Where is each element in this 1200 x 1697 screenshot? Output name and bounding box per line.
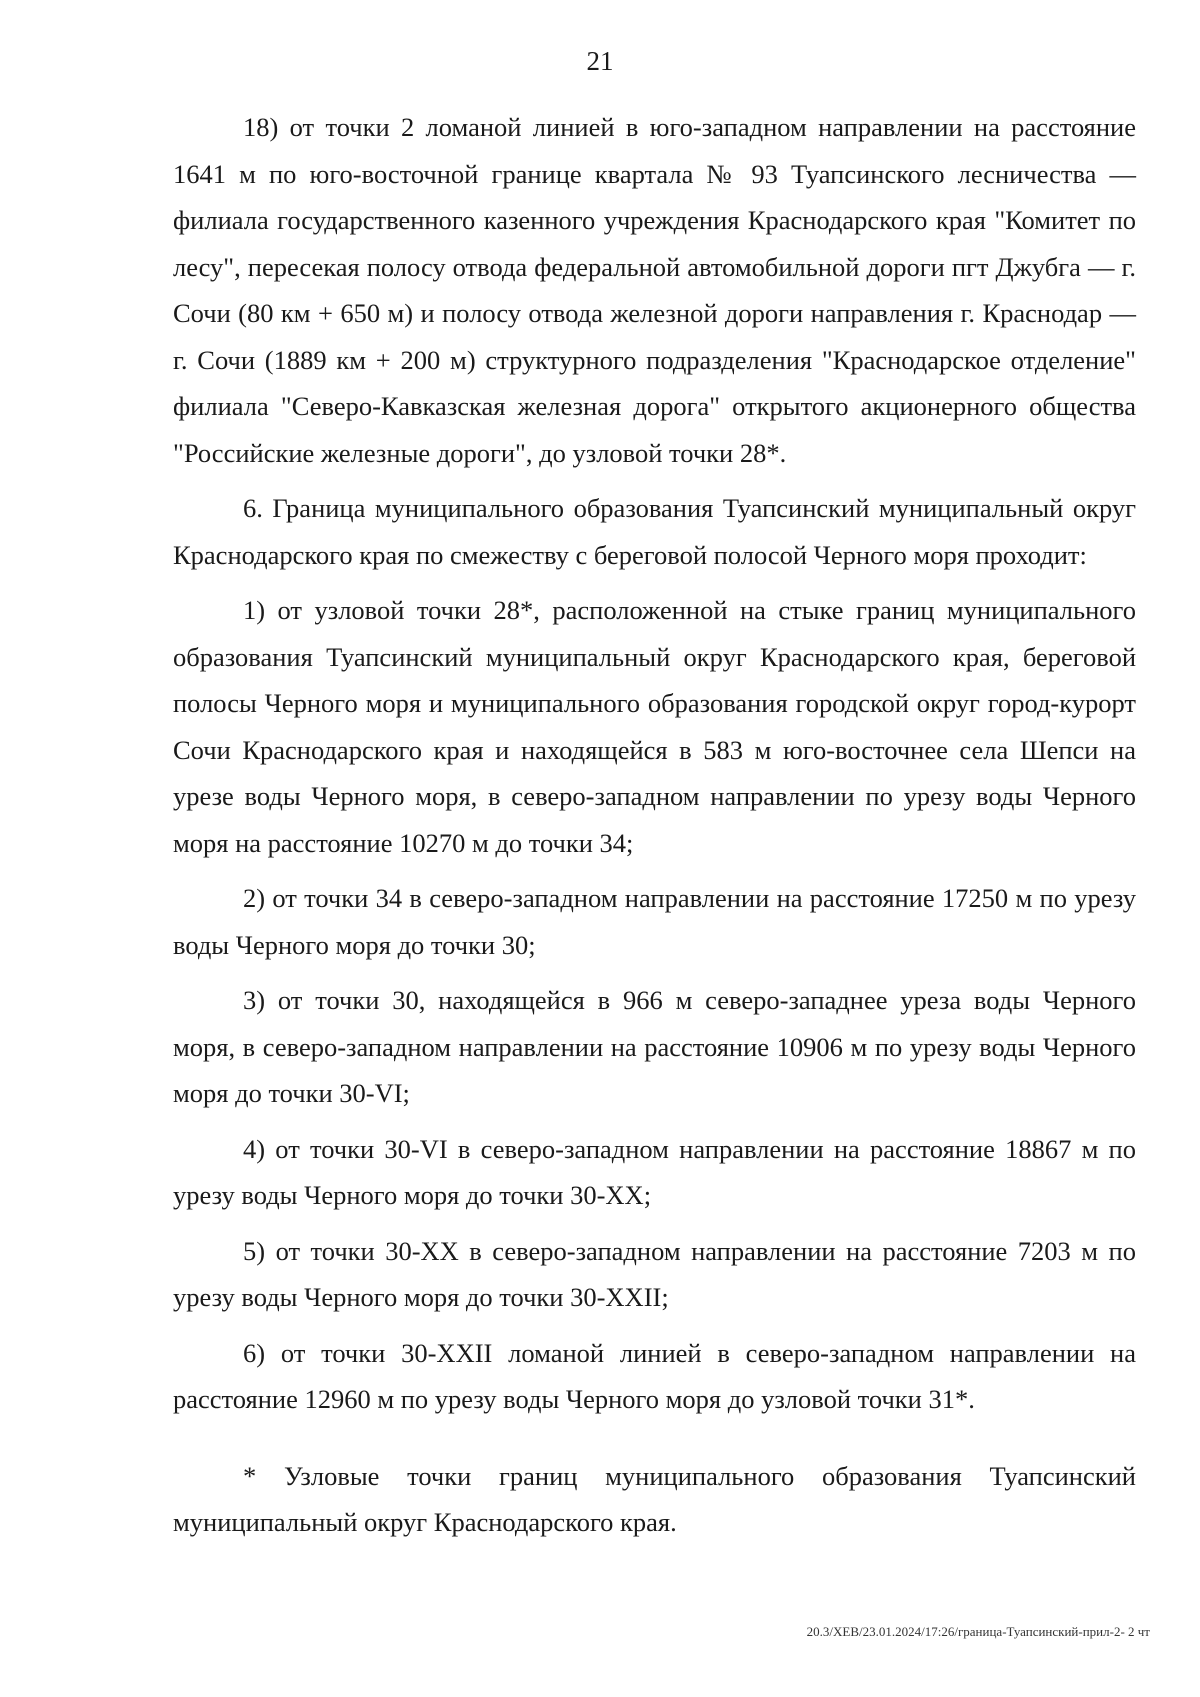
page-number: 21 bbox=[586, 46, 614, 76]
footer-stamp: 20.3/XEB/23.01.2024/17:26/граница-Туапсинский-прил-2- 2 чт bbox=[806, 1624, 1150, 1639]
paragraph-section-6: 6. Граница муниципального образования Туапсинский муниципальный округ Краснодарского края по смежеству с береговой полосой Черного моря проходит: bbox=[173, 493, 1136, 570]
document-body bbox=[173, 104, 1136, 1555]
paragraph-item-18: 18) от точки 2 ломаной линией в юго-западном направлении на расстояние 1641 м по юго-восточной границе квартала № 93 Туапсинского лесничества — филиала государственного казенного учреждения Краснодарского края "Комитет по лесу", пересекая полосу отвода федеральной автомобильной дороги пгт Джубга — г. Сочи (80 км + 650 м) и полосу отвода железной дороги направления г. Краснодар — г. Сочи (1889 км + 200 м) структурного подразделения "Краснодарское отделение" филиала "Северо-Кавказская железная дорога" открытого акционерного общества "Российские железные дороги", до узловой точки 28*. bbox=[173, 112, 1136, 468]
paragraph-item-3: 3) от точки 30, находящейся в 966 м северо-западнее уреза воды Черного моря, в северо-западном направлении на расстояние 10906 м по урезу воды Черного моря до точки 30-VI; bbox=[173, 985, 1136, 1108]
paragraph-item-4: 4) от точки 30-VI в северо-западном направлении на расстояние 18867 м по урезу воды Черного моря до точки 30-XX; bbox=[173, 1133, 1136, 1210]
paragraph-item-1: 1) от узловой точки 28*, расположенной на стыке границ муниципального образования Туапсинский муниципальный округ Краснодарского края, береговой полосы Черного моря и муниципального образования городской округ город-курорт Сочи Краснодарского края и находящейся в 583 м юго-восточнее села Шепси на урезе воды Черного моря, в северо-западном направлении по урезу воды Черного моря на расстояние 10270 м до точки 34; bbox=[173, 595, 1136, 858]
footnote: * Узловые точки границ муниципального образования Туапсинский муниципальный округ Краснодарского края. bbox=[173, 1460, 1136, 1537]
paragraph-item-5: 5) от точки 30-XX в северо-западном направлении на расстояние 7203 м по урезу воды Черного моря до точки 30-XXII; bbox=[173, 1235, 1136, 1312]
paragraph-item-6: 6) от точки 30-XXII ломаной линией в северо-западном направлении на расстояние 12960 м по урезу воды Черного моря до узловой точки 31*. bbox=[173, 1337, 1136, 1414]
paragraph-item-2: 2) от точки 34 в северо-западном направлении на расстояние 17250 м по урезу воды Черного моря до точки 30; bbox=[173, 883, 1136, 960]
